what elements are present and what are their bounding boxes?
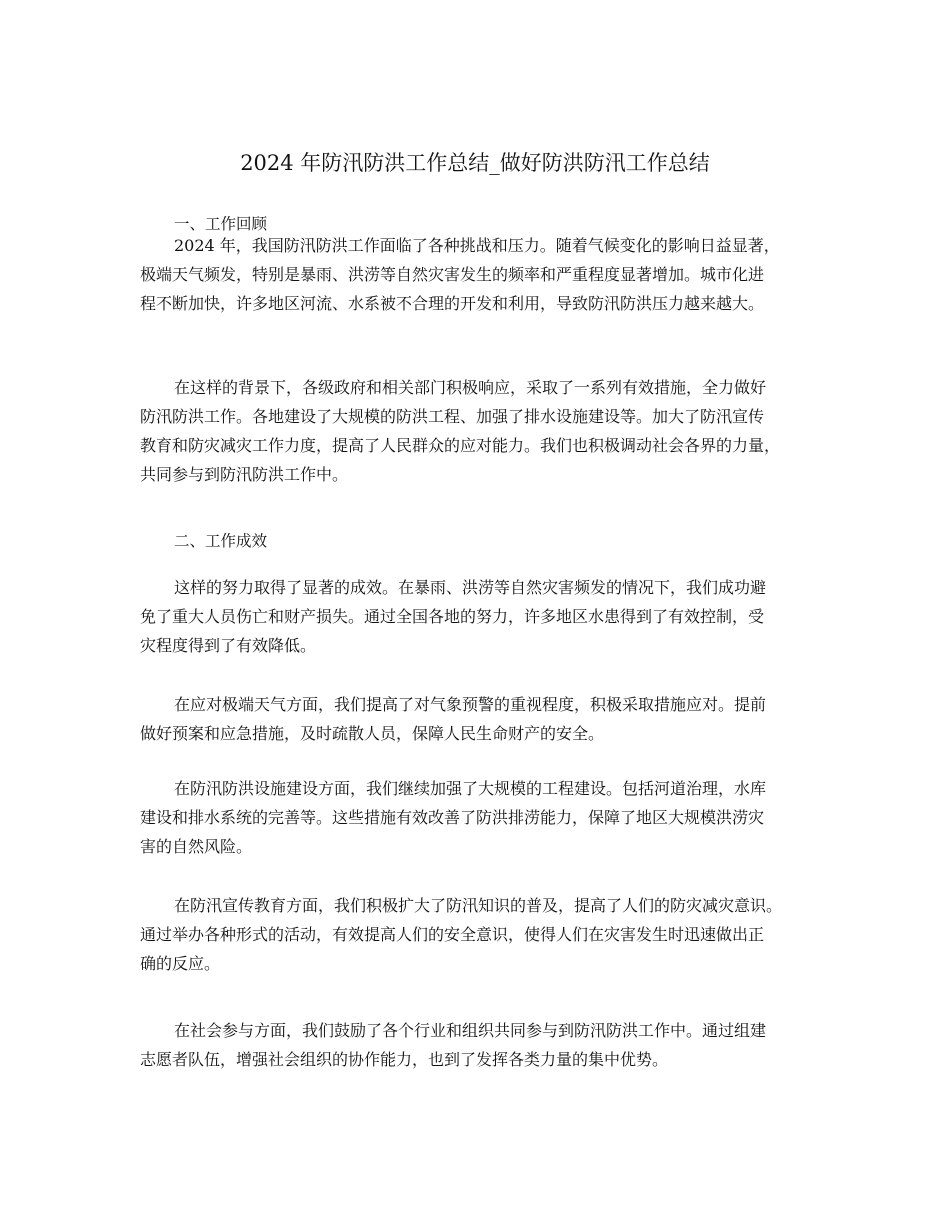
heading-text: 二、工作成效 bbox=[174, 532, 268, 550]
paragraph-line: 程不断加快，许多地区河流、水系被不合理的开发和利用，导致防汛防洪压力越来越大。 bbox=[140, 294, 765, 313]
paragraph-line: 志愿者队伍，增强社会组织的协作能力，也到了发挥各类力量的集中优势。 bbox=[140, 1050, 669, 1069]
paragraph-line: 做好预案和应急措施，及时疏散人员，保障人民生命财产的安全。 bbox=[140, 724, 605, 743]
paragraph-line: 在防汛宣传教育方面，我们积极扩大了防汛知识的普及，提高了人们的防灾减灾意识。 bbox=[174, 896, 783, 915]
paragraph-line: 在应对极端天气方面，我们提高了对气象预警的重视程度，积极采取措施应对。提前 bbox=[174, 695, 767, 714]
paragraph-2 bbox=[140, 373, 830, 489]
paragraph-7 bbox=[140, 1016, 830, 1074]
paragraph-line: 这样的努力取得了显著的成效。在暴雨、洪涝等自然灾害频发的情况下，我们成功避 bbox=[174, 578, 767, 597]
paragraph-line: 通过举办各种形式的活动，有效提高人们的安全意识，使得人们在灾害发生时迅速做出正 bbox=[140, 925, 765, 944]
paragraph-line: 在防汛防洪设施建设方面，我们继续加强了大规模的工程建设。包括河道治理，水库 bbox=[174, 779, 767, 798]
paragraph-line: 2024 年，我国防汛防洪工作面临了各种挑战和压力。随着气候变化的影响日益显著， bbox=[174, 236, 780, 255]
paragraph-line: 防汛防洪工作。各地建设了大规模的防洪工程、加强了排水设施建设等。加大了防汛宣传 bbox=[140, 407, 765, 426]
heading-text: 一、工作回顾 bbox=[174, 215, 268, 233]
paragraph-5 bbox=[140, 774, 830, 861]
paragraph-line: 建设和排水系统的完善等。这些措施有效改善了防洪排涝能力，保障了地区大规模洪涝灾 bbox=[140, 808, 765, 827]
paragraph-line: 在这样的背景下，各级政府和相关部门积极响应，采取了一系列有效措施，全力做好 bbox=[174, 378, 767, 397]
paragraph-line: 免了重大人员伤亡和财产损失。通过全国各地的努力，许多地区水患得到了有效控制，受 bbox=[140, 607, 765, 626]
document-title: 2024 年防汛防洪工作总结_做好防洪防汛工作总结 bbox=[240, 151, 710, 175]
paragraph-line: 共同参与到防汛防洪工作中。 bbox=[140, 465, 349, 484]
paragraph-line: 灾程度得到了有效降低。 bbox=[140, 636, 317, 655]
paragraph-3 bbox=[140, 573, 830, 660]
paragraph-line: 害的自然风险。 bbox=[140, 837, 253, 856]
paragraph-6 bbox=[140, 891, 830, 978]
paragraph-line: 在社会参与方面，我们鼓励了各个行业和组织共同参与到防汛防洪工作中。通过组建 bbox=[174, 1021, 767, 1040]
paragraph-line: 教育和防灾减灾工作力度，提高了人民群众的应对能力。我们也积极调动社会各界的力量， bbox=[140, 436, 781, 455]
section-heading-results bbox=[174, 527, 864, 556]
paragraph-line: 极端天气频发，特别是暴雨、洪涝等自然灾害发生的频率和严重程度显著增加。城市化进 bbox=[140, 265, 765, 284]
paragraph-line: 确的反应。 bbox=[140, 954, 221, 973]
paragraph-1 bbox=[140, 231, 830, 318]
paragraph-4 bbox=[140, 690, 830, 748]
